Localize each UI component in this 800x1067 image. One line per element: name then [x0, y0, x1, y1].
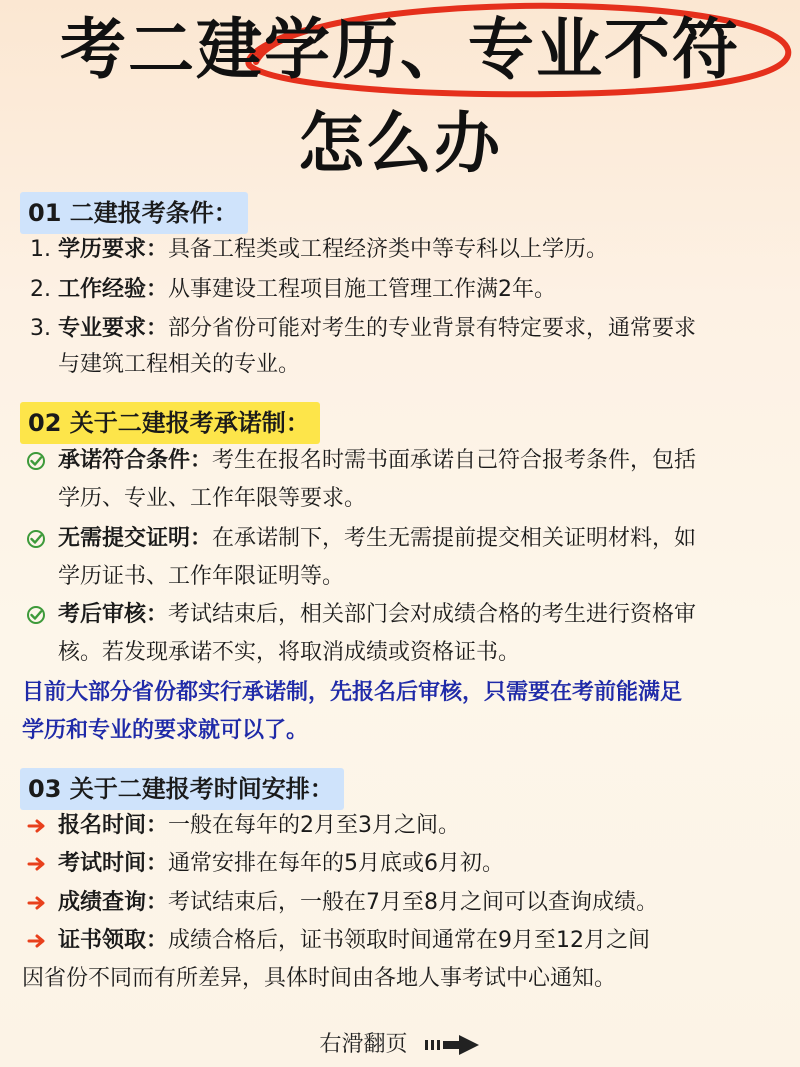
list-item: [58, 849, 504, 879]
swipe-hint[interactable]: [0, 1030, 800, 1060]
page-title-line2: 怎么办: [298, 105, 502, 182]
arrow-right-icon: [27, 818, 47, 834]
arrow-right-icon: [27, 895, 47, 911]
list-item-continuation: 与建筑工程相关的专业。: [58, 352, 301, 377]
list-item-continuation: 学历证书、工作年限证明等。: [58, 564, 345, 589]
list-item: [58, 926, 650, 956]
list-item-continuation: 学历、专业、工作年限等要求。: [58, 486, 367, 511]
section2-heading: 02 关于二建报考承诺制：: [20, 402, 320, 444]
list-number: 3.: [30, 316, 51, 341]
item-label: 成绩查询：: [58, 890, 169, 915]
item-text: 具备工程类或工程经济类中等专科以上学历。: [168, 237, 609, 262]
section3-heading: 03 关于二建报考时间安排：: [20, 768, 344, 810]
arrow-right-icon: [27, 856, 47, 872]
list-item: [58, 524, 696, 554]
item-label: 考后审核：: [58, 602, 169, 627]
highlight-note-line2: 学历和专业的要求就可以了。: [22, 718, 309, 743]
item-text: 一般在每年的2月至3月之间。: [168, 813, 461, 838]
item-text: 成绩合格后，证书领取时间通常在9月至12月之间: [168, 928, 651, 953]
item-text: 通常安排在每年的5月底或6月初。: [168, 851, 505, 876]
item-text: 考生在报名时需书面承诺自己符合报考条件，包括: [212, 448, 697, 473]
item-text: 从事建设工程项目施工管理工作满2年。: [168, 277, 557, 302]
list-item: [58, 314, 696, 344]
item-text: 部分省份可能对考生的专业背景有特定要求，通常要求: [168, 316, 697, 341]
item-label: 考试时间：: [58, 851, 169, 876]
list-number: 1.: [30, 237, 51, 262]
check-circle-icon: [26, 529, 46, 549]
check-circle-icon: [26, 451, 46, 471]
swipe-hint-label: 右滑翻页: [319, 1032, 408, 1057]
list-item-continuation: 核。若发现承诺不实，将取消成绩或资格证书。: [58, 640, 521, 665]
item-label: 证书领取：: [58, 928, 169, 953]
list-item: [58, 888, 658, 918]
item-text: 考试结束后，一般在7月至8月之间可以查询成绩。: [168, 890, 659, 915]
list-item: [58, 446, 696, 476]
item-text: 在承诺制下，考生无需提前提交相关证明材料，如: [212, 526, 697, 551]
check-circle-icon: [26, 605, 46, 625]
item-label: 报名时间：: [58, 813, 169, 838]
list-item: [58, 275, 556, 305]
item-label: 工作经验：: [58, 277, 169, 302]
item-label: 无需提交证明：: [58, 526, 213, 551]
swipe-arrow-icon: [423, 1034, 481, 1056]
list-item: [58, 600, 696, 630]
page-title-line1: 考二建学历、专业不符: [60, 11, 740, 88]
highlight-note-line1: 目前大部分省份都实行承诺制，先报名后审核，只需要在考前能满足: [22, 680, 683, 705]
item-label: 学历要求：: [58, 237, 169, 262]
list-item: [58, 235, 608, 265]
arrow-right-icon: [27, 933, 47, 949]
list-number: 2.: [30, 277, 51, 302]
item-label: 承诺符合条件：: [58, 448, 213, 473]
item-label: 专业要求：: [58, 316, 169, 341]
list-item-continuation: 因省份不同而有所差异，具体时间由各地人事考试中心通知。: [22, 966, 617, 991]
item-text: 考试结束后，相关部门会对成绩合格的考生进行资格审: [168, 602, 697, 627]
list-item: [58, 811, 460, 841]
section1-heading: 01 二建报考条件：: [20, 192, 248, 234]
